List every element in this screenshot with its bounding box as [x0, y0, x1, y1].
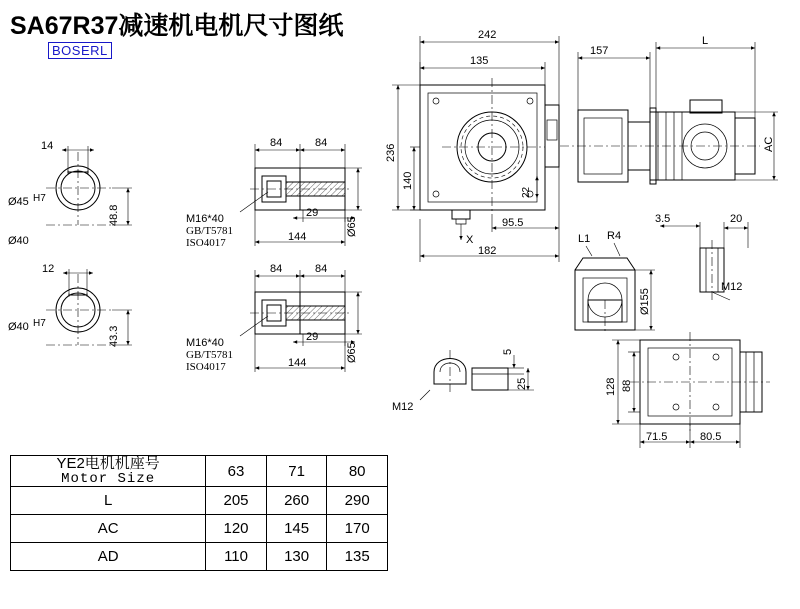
- row-label-AC: AC: [11, 515, 206, 543]
- dim-bore-top-tol: H7: [33, 193, 46, 204]
- dim-22: 22: [521, 186, 532, 198]
- label-R4: R4: [607, 230, 622, 242]
- label-std1-top: GB/T5781: [186, 225, 234, 237]
- dim-bore-plain-top: Ø40: [8, 235, 29, 247]
- end-view-assembly: [605, 332, 770, 448]
- dim-157: 157: [590, 45, 609, 57]
- dim-144-bottom: 144: [288, 357, 307, 369]
- row-label-L: L: [11, 487, 206, 515]
- dim-keyway-width-bottom: 12: [42, 263, 55, 275]
- page-title: SA67R37减速机电机尺寸图纸: [10, 12, 344, 40]
- label-std2-top: ISO4017: [186, 237, 226, 249]
- table-header-label: [11, 456, 206, 487]
- table-row-header: [11, 456, 388, 487]
- table-row: [11, 515, 388, 543]
- dim-29-top: 29: [306, 207, 319, 219]
- marker-X: X: [466, 234, 474, 246]
- shaft-side-view-top: [186, 137, 362, 249]
- dim-20: 20: [730, 213, 743, 225]
- dim-236: 236: [385, 143, 397, 162]
- cell-AC-63: 120: [206, 515, 267, 543]
- dim-29-bottom: 29: [306, 331, 319, 343]
- motor-size-0: 63: [206, 456, 267, 487]
- dim-dia65-top: Ø65: [346, 216, 358, 237]
- dim-3-5: 3.5: [655, 213, 671, 225]
- label-thread-bottom: M16*40: [186, 337, 224, 349]
- label-M12-right: M12: [721, 281, 743, 293]
- cell-AC-71: 145: [266, 515, 327, 543]
- detail-view-cover: [392, 349, 534, 413]
- dim-height-bottom: 43.3: [108, 325, 120, 347]
- dim-84-b-top: 84: [315, 137, 328, 149]
- label-std1-bottom: GB/T5781: [186, 349, 234, 361]
- shaft-end-view-top: [8, 140, 132, 247]
- dim-71-5: 71.5: [646, 431, 668, 443]
- dim-bore-bottom-tol: H7: [33, 318, 46, 329]
- dim-84-a-bottom: 84: [270, 263, 283, 275]
- dim-dia155: Ø155: [639, 288, 651, 315]
- dim-25: 25: [516, 377, 528, 390]
- shaft-side-view-bottom: [186, 263, 362, 373]
- cell-L-80: 290: [327, 487, 388, 515]
- main-assembly-view: [385, 29, 778, 262]
- cell-L-71: 260: [266, 487, 327, 515]
- cell-AD-63: 110: [206, 543, 267, 571]
- cell-AC-80: 170: [327, 515, 388, 543]
- detail-view-housing: [575, 230, 655, 332]
- dim-80-5: 80.5: [700, 431, 722, 443]
- dim-135: 135: [470, 55, 489, 67]
- detail-view-bolt: [655, 213, 748, 300]
- dim-bore-top: Ø45: [8, 196, 29, 208]
- dim-height-top: 48.8: [108, 204, 120, 226]
- dim-182: 182: [478, 245, 497, 257]
- dim-AC: AC: [763, 136, 775, 152]
- dim-keyway-width-top: 14: [41, 140, 54, 152]
- label-M12-bottom: M12: [392, 401, 414, 413]
- dim-dia65-bottom: Ø65: [346, 342, 358, 363]
- dim-84-a-top: 84: [270, 137, 283, 149]
- cell-L-63: 205: [206, 487, 267, 515]
- dim-242: 242: [478, 29, 497, 41]
- label-thread-top: M16*40: [186, 213, 224, 225]
- cell-AD-80: 135: [327, 543, 388, 571]
- table-row: [11, 543, 388, 571]
- dim-144-top: 144: [288, 231, 307, 243]
- dim-5: 5: [502, 348, 514, 355]
- dim-128: 128: [605, 377, 617, 396]
- dim-84-b-bottom: 84: [315, 263, 328, 275]
- dim-bore-bottom: Ø40: [8, 321, 29, 333]
- dim-88: 88: [621, 379, 633, 392]
- motor-size-2: 80: [327, 456, 388, 487]
- table-header-label-en: Motor Size: [61, 470, 156, 487]
- brand-logo: BOSERL: [48, 42, 112, 59]
- dim-140: 140: [402, 171, 414, 190]
- dim-95-5: 95.5: [502, 217, 524, 229]
- shaft-end-view-bottom: [8, 263, 132, 347]
- table-row: [11, 487, 388, 515]
- motor-size-table: [10, 455, 388, 571]
- motor-size-1: 71: [266, 456, 327, 487]
- dim-L: L: [702, 35, 709, 47]
- row-label-AD: AD: [11, 543, 206, 571]
- table-header-label-cn: YE2电机机座号: [56, 455, 160, 472]
- cell-AD-71: 130: [266, 543, 327, 571]
- label-std2-bottom: ISO4017: [186, 361, 226, 373]
- label-L1: L1: [578, 233, 591, 245]
